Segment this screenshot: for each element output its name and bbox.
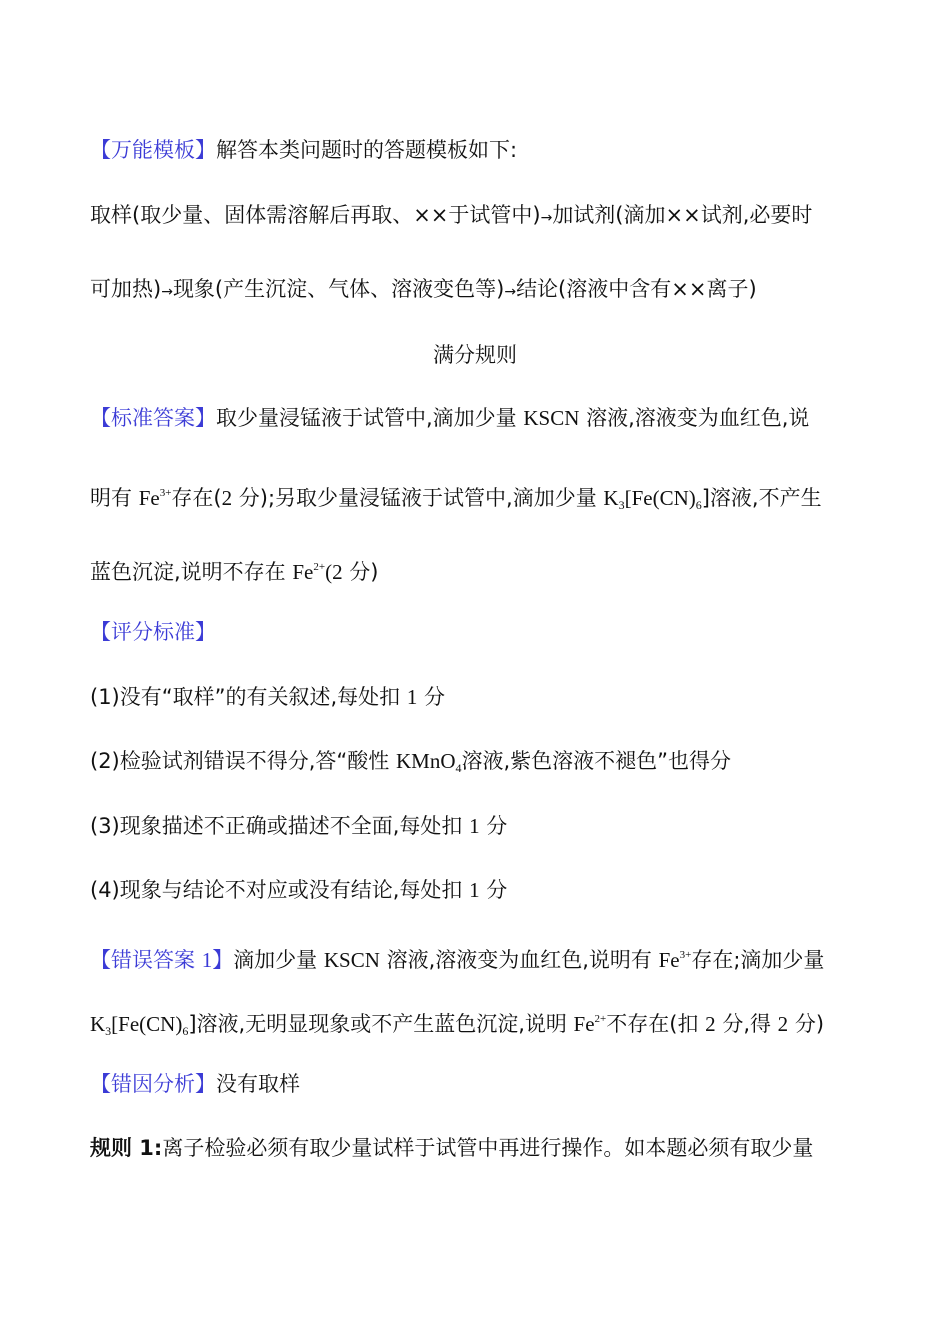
answer-text: 存在(	[171, 486, 222, 510]
subscript: 3	[105, 1024, 112, 1038]
grading-rule-3	[90, 811, 507, 841]
subscript: 3	[618, 498, 625, 512]
analysis-text: 没有取样	[216, 1072, 300, 1096]
answer-text: 溶液,溶液变为血红色,说	[579, 406, 810, 430]
rule-label: 规则 1:	[90, 1136, 163, 1160]
formula: [Fe(CN)	[111, 1012, 183, 1036]
subscript: 6	[695, 498, 702, 512]
score: 1	[469, 814, 480, 838]
standard-answer-line-3	[90, 552, 378, 582]
formula: Fe	[658, 948, 680, 972]
template-text: 结论(溶液中含有××离子)	[516, 277, 757, 301]
template-intro: 解答本类问题时的答题模板如下:	[216, 138, 518, 162]
formula: K	[90, 1012, 106, 1036]
standard-answer-line-1	[90, 403, 809, 433]
grading-tag-line	[90, 617, 216, 647]
analysis-line	[90, 1069, 300, 1099]
subscript: 6	[182, 1024, 189, 1038]
superscript: 3+	[159, 487, 172, 499]
rule-text: 离子检验必须有取少量试样于试管中再进行操作。如本题必须有取少量	[162, 1136, 814, 1160]
answer-text: 明有	[90, 486, 139, 510]
rule-text: 分	[479, 878, 508, 902]
grading-rule-1	[90, 682, 445, 712]
answer-text: 存在;滴加少量	[691, 948, 825, 972]
section-title: 满分规则	[433, 343, 517, 367]
formula: KSCN	[523, 406, 580, 430]
template-text: 取样(取少量、固体需溶解后再取、××于试管中)	[90, 203, 541, 227]
template-line-1	[90, 200, 812, 230]
answer-text: 分);另取少量浸锰液于试管中,滴加少量	[232, 486, 604, 510]
answer-text: 分)	[342, 560, 379, 584]
standard-tag: 【标准答案】	[90, 406, 216, 430]
arrow-icon: →	[161, 284, 173, 300]
score: 1	[469, 878, 480, 902]
rule-text: 分	[479, 814, 508, 838]
formula: Fe	[573, 1012, 595, 1036]
grading-rule-4	[90, 875, 507, 905]
template-text: 可加热)	[90, 277, 162, 301]
superscript: 2+	[594, 1013, 607, 1025]
rule-text: (4)现象与结论不对应或没有结论,每处扣	[90, 878, 470, 902]
rule-text: 溶液,紫色溶液不褪色”也得分	[461, 749, 732, 773]
answer-text: 蓝色沉淀,说明不存在	[90, 560, 293, 584]
score: 2	[332, 560, 343, 584]
rule-text: 分	[417, 685, 446, 709]
error-tag-number: 1	[201, 948, 213, 972]
superscript: 2+	[313, 561, 326, 573]
error-answer-line-1	[90, 940, 824, 970]
score: 2	[705, 1012, 716, 1036]
answer-text: ]溶液,不产生	[701, 486, 822, 510]
answer-text: 滴加少量	[233, 948, 324, 972]
answer-text: 溶液,溶液变为血红色,说明有	[379, 948, 659, 972]
formula: KSCN	[323, 948, 380, 972]
formula: KMnO	[395, 749, 456, 773]
answer-text: 分)	[788, 1012, 825, 1036]
superscript: 3+	[679, 949, 692, 961]
analysis-tag: 【错因分析】	[90, 1072, 216, 1096]
answer-text: ]溶液,无明显现象或不产生蓝色沉淀,说明	[188, 1012, 574, 1036]
error-tag: 【错误答案	[90, 948, 202, 972]
grading-rule-2	[90, 746, 731, 776]
rule-line	[90, 1133, 813, 1163]
error-tag: 】	[212, 948, 234, 972]
answer-text: 分,得	[715, 1012, 778, 1036]
score: 2	[221, 486, 233, 510]
template-text: 加试剂(滴加××试剂,必要时	[552, 203, 813, 227]
grading-tag: 【评分标准】	[90, 620, 216, 644]
template-line-2	[90, 274, 757, 304]
score: 2	[777, 1012, 789, 1036]
answer-text: (	[325, 560, 333, 584]
formula: [Fe(CN)	[624, 486, 696, 510]
subscript: 4	[455, 761, 462, 775]
formula: K	[603, 486, 619, 510]
formula: Fe	[138, 486, 160, 510]
template-intro-line	[90, 135, 517, 165]
rule-text: (3)现象描述不正确或描述不全面,每处扣	[90, 814, 470, 838]
rule-text: (2)检验试剂错误不得分,答“酸性	[90, 749, 396, 773]
arrow-icon: →	[540, 210, 553, 226]
template-text: 现象(产生沉淀、气体、溶液变色等)	[172, 277, 505, 301]
standard-answer-line-2	[90, 478, 822, 512]
formula: Fe	[292, 560, 314, 584]
score: 1	[406, 685, 418, 709]
arrow-icon: →	[504, 284, 517, 300]
answer-text: 不存在(扣	[606, 1012, 706, 1036]
answer-text: 取少量浸锰液于试管中,滴加少量	[216, 406, 524, 430]
error-answer-line-2	[90, 1004, 825, 1038]
template-tag: 【万能模板】	[90, 138, 216, 162]
rule-text: (1)没有“取样”的有关叙述,每处扣	[90, 685, 407, 709]
